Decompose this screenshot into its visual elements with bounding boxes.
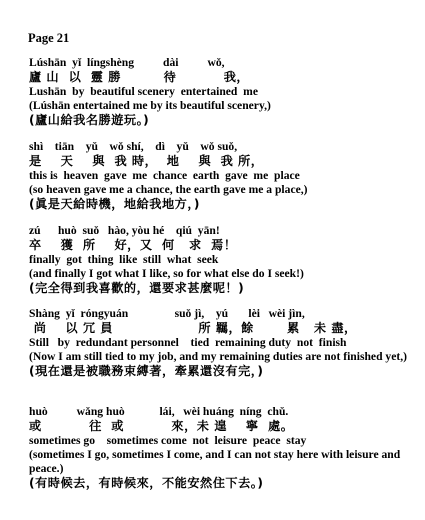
english-translation: (and finally I got what I like, so for what else do I seek!) [29, 267, 304, 280]
english-translation: (Now I am still tied to my job, and my remaining duties are not finished yet,) [29, 350, 407, 363]
pinyin-line: huò wǎng huò lái, wèi huáng níng chǔ. [29, 405, 289, 418]
gloss-line: this is heaven gave me chance earth gave me place [29, 169, 300, 182]
english-translation: (so heaven gave me a chance, the earth gave me a place,) [29, 183, 308, 196]
page-number: Page 21 [28, 31, 70, 45]
pinyin-line: Shàng yǐ róngyuán suǒ jì, yú lèi wèi jìn, [29, 307, 305, 320]
chinese-paraphrase: (廬山給我名勝遊玩。) [29, 113, 150, 127]
chinese-paraphrase: (眞是天給時機，地給我地方，) [29, 197, 200, 211]
hanzi-line: 尚 以 冗 員 所 羈，餘 累 未 盡， [29, 321, 357, 335]
hanzi-line: 廬 山 以 靈 勝 待 我， [29, 70, 250, 84]
gloss-line: Still by redundant personnel tied remaining duty not finish [29, 336, 347, 349]
stanza-2 [29, 140, 419, 212]
english-translation: (Lúshān entertained me by its beautiful scenery,) [29, 99, 271, 112]
chinese-paraphrase: (有時候去，有時候來，不能安然住下去。) [29, 476, 264, 490]
hanzi-line: 卒 獲 所 好，又 何 求 焉！ [29, 238, 237, 252]
hanzi-line: 或 往 或 來，未 遑 寧 處。 [29, 419, 294, 433]
pinyin-line: Lúshān yǐ língshèng dài wǒ, [29, 56, 225, 69]
chinese-paraphrase: (完全得到我喜歡的，還要求甚麼呢！) [29, 281, 245, 295]
stanza-5 [29, 405, 419, 491]
stanza-4 [29, 307, 419, 379]
english-translation: (sometimes I go, sometimes I come, and I can not stay here with leisure and peace.) [29, 448, 401, 475]
hanzi-line: 是 天 與 我 時， 地 與 我 所， [29, 154, 264, 168]
pinyin-line: zú huò suǒ hào, yòu hé qiú yān! [29, 224, 220, 237]
gloss-line: sometimes go sometimes come not leisure peace stay [29, 434, 307, 447]
stanza-3 [29, 224, 419, 296]
gloss-line: finally got thing like still what seek [29, 253, 219, 266]
stanza-1 [29, 56, 419, 128]
chinese-paraphrase: (現在還是被職務束縛著，牽累還沒有完，) [29, 364, 264, 378]
pinyin-line: shì tiān yǔ wǒ shí, dì yǔ wǒ suǒ, [29, 140, 238, 153]
gloss-line: Lushān by beautiful scenery entertained me [29, 85, 258, 98]
